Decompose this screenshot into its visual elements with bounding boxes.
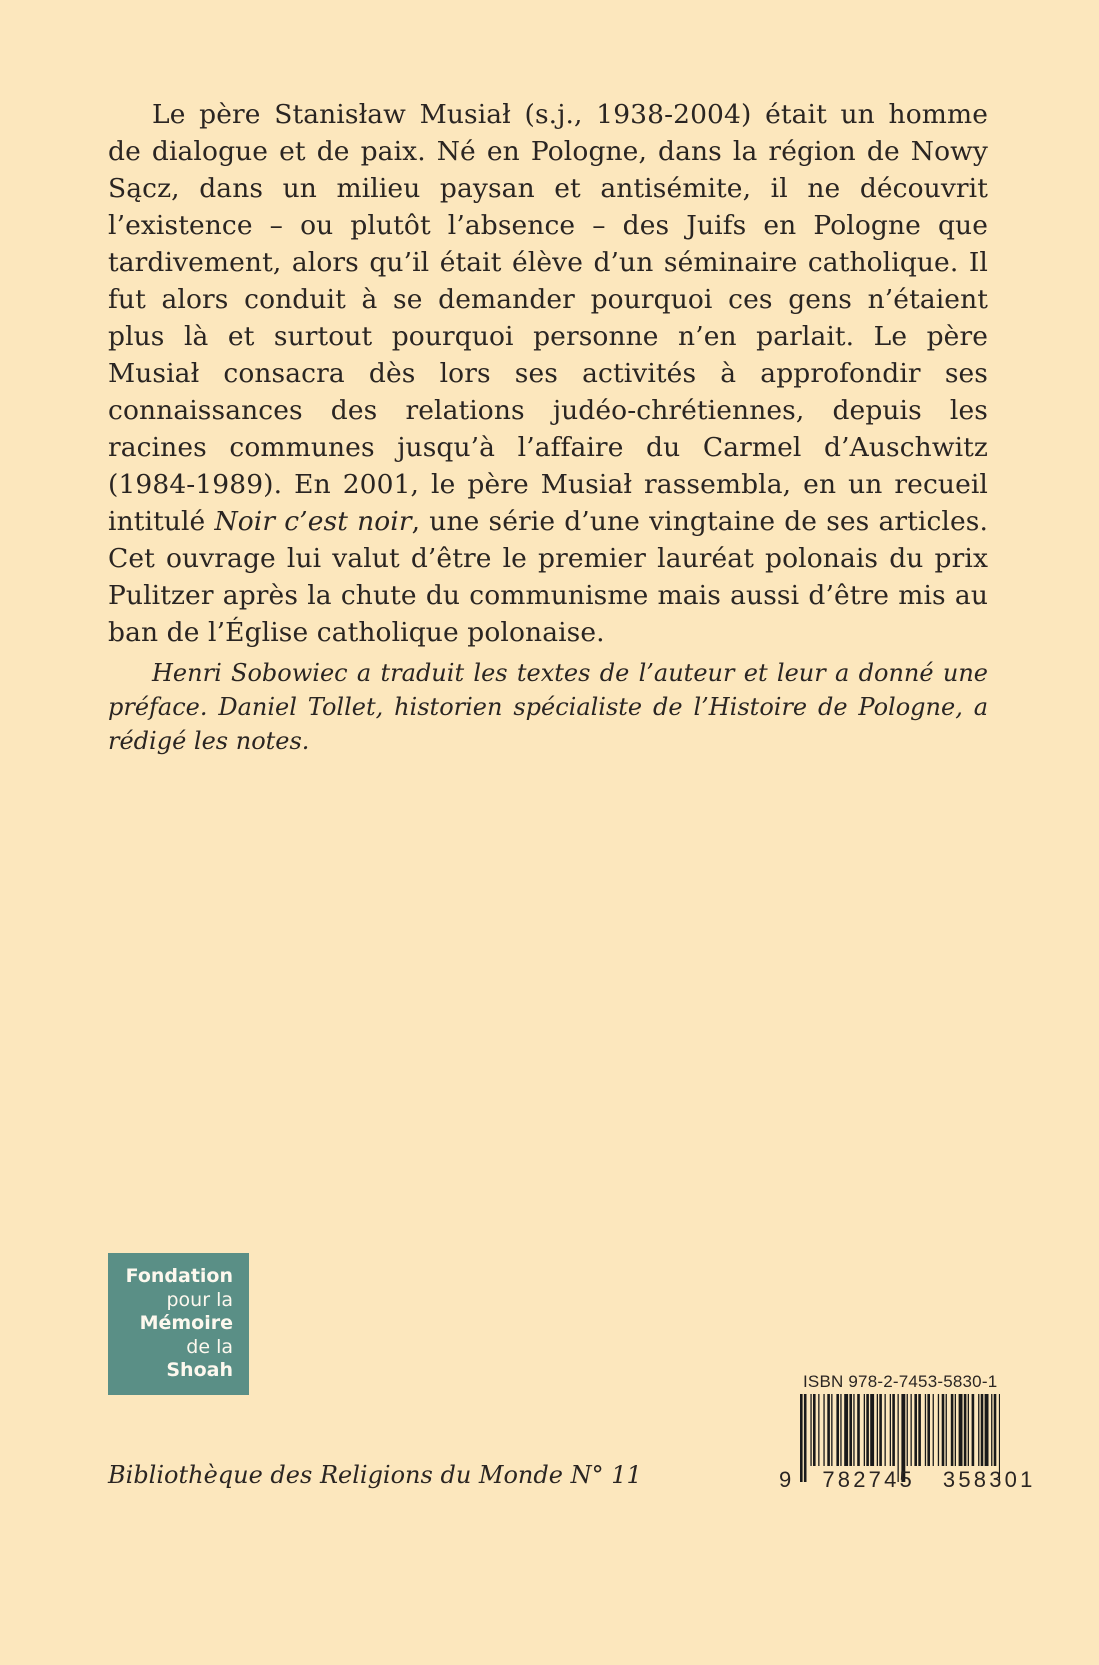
logo-line-1: Fondation — [125, 1265, 233, 1287]
book-title: Noir c’est noir — [214, 506, 412, 537]
logo-line-5: Shoah — [166, 1359, 233, 1381]
back-cover-blurb — [108, 96, 988, 651]
fondation-shoah-logo — [108, 1253, 249, 1395]
logo-line-2: pour la — [166, 1288, 233, 1311]
series-title: Bibliothèque des Religions du Monde N° 11 — [108, 1461, 642, 1489]
logo-line-3: Mémoire — [139, 1312, 233, 1334]
isbn-label: ISBN 978-2-7453-5830-1 — [803, 1372, 998, 1391]
translation-credits: Henri Sobowiec a traduit les textes de l’auteur et leur a donné une préface. Daniel Tollet, historien spécialiste de l’Histoire de Pologne, a rédigé les notes. — [108, 659, 988, 755]
blurb-text-part1: Le père Stanisław Musiał (s.j., 1938-2004) était un homme de dialogue et de paix. Né en Pologne, dans la région de Nowy Sącz, dans un milieu paysan et antisémite, il ne découvrit l’existence – ou plutôt l’absence – des Juifs en Pologne que tardivement, alors qu’il était élève d’un séminaire catholique. Il fut alors conduit à se demander pourquoi ces gens n’étaient plus là et surtout pourquoi personne n’en parlait. Le père Musiał consacra dès lors ses activités à approfondir ses connaissances des relations judéo-chrétiennes, depuis les racines communes jusqu’à l’affaire du Carmel d’Auschwitz (1984-1989). En 2001, le père Musiał rassembla, en un recueil intitulé — [108, 99, 988, 537]
logo-line-4: de la — [186, 1335, 233, 1358]
ean-digits: 9 782745 358301 — [779, 1467, 1036, 1492]
blurb-text-part2: , une série d’une vingtaine de ses articles. Cet ouvrage lui valut d’être le premier lauréat polonais du prix Pulitzer après la chute du communisme mais aussi d’être mis au ban de l’Église catholique polonaise. — [108, 506, 988, 648]
